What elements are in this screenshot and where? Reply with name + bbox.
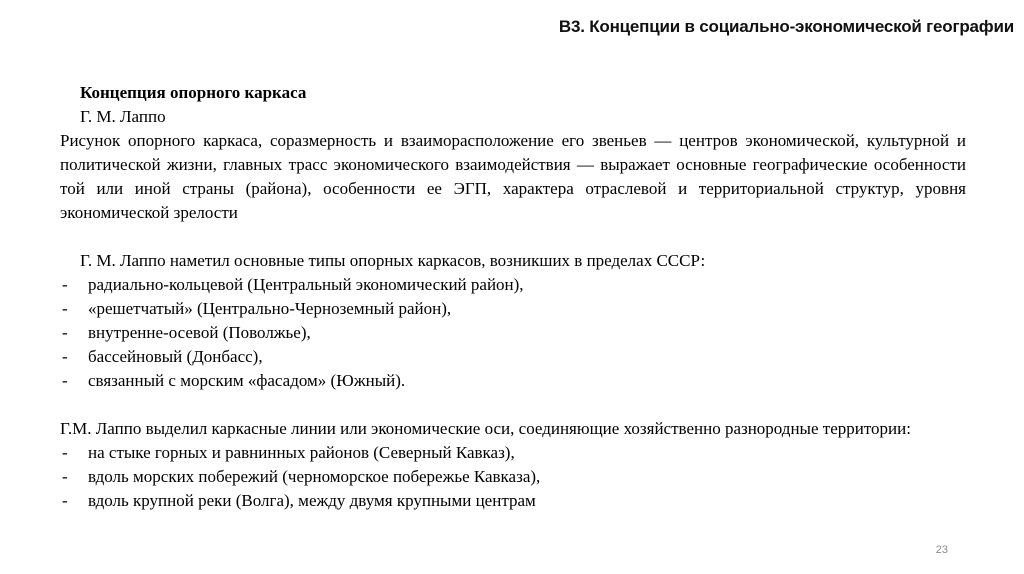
slide-title: В3. Концепции в социально-экономической географии [558, 17, 1014, 36]
list-item [60, 321, 966, 345]
list-item-text: бассейновый (Донбасс), [88, 347, 263, 366]
types-intro: Г. М. Лаппо наметил основные типы опорных каркасов, возникших в пределах СССР: [80, 251, 706, 270]
framework-types-list [60, 273, 966, 393]
list-dash: - [62, 491, 68, 510]
list-item-text: вдоль морских побережий (черноморское побережье Кавказа), [88, 467, 541, 486]
list-item [60, 369, 966, 393]
list-item [60, 441, 966, 465]
concept-description-text: Рисунок опорного каркаса, соразмерность и взаиморасположение его звеньев — центров экономической, культурной и политической жизни, главных трасс экономического взаимодействия — выражает основные географические особенности той или иной страны (района), особенности ее ЭГП, характера отраслевой и территориальной структур, уровня экономической зрелости [60, 131, 966, 222]
page-number: 23 [935, 544, 948, 556]
concept-heading: Концепция опорного каркаса [80, 83, 307, 102]
list-dash: - [62, 299, 68, 318]
list-dash: - [62, 467, 68, 486]
list-item [60, 489, 966, 513]
list-dash: - [62, 443, 68, 462]
list-dash: - [62, 371, 68, 390]
slide-body [60, 81, 966, 513]
list-item-text: связанный с морским «фасадом» (Южный). [88, 371, 406, 390]
list-item-text: на стыке горных и равнинных районов (Северный Кавказ), [88, 443, 515, 462]
list-dash: - [62, 347, 68, 366]
axes-intro: Г.М. Лаппо выделил каркасные линии или экономические оси, соединяющие хозяйственно разнородные территории: [60, 419, 911, 438]
list-item [60, 273, 966, 297]
list-item-text: радиально-кольцевой (Центральный экономический район), [88, 275, 524, 294]
list-item [60, 345, 966, 369]
list-item-text: внутренне-осевой (Поволжье), [88, 323, 311, 342]
list-dash: - [62, 323, 68, 342]
list-dash: - [62, 275, 68, 294]
list-item-text: вдоль крупной реки (Волга), между двумя крупными центрам [88, 491, 536, 510]
list-item-text: «решетчатый» (Центрально-Черноземный район), [88, 299, 452, 318]
paragraph-spacer [60, 225, 966, 249]
list-item [60, 465, 966, 489]
author-name: Г. М. Лаппо [80, 107, 166, 126]
economic-axes-list [60, 441, 966, 513]
concept-description [60, 129, 966, 225]
list-item [60, 297, 966, 321]
paragraph-spacer [60, 393, 966, 417]
